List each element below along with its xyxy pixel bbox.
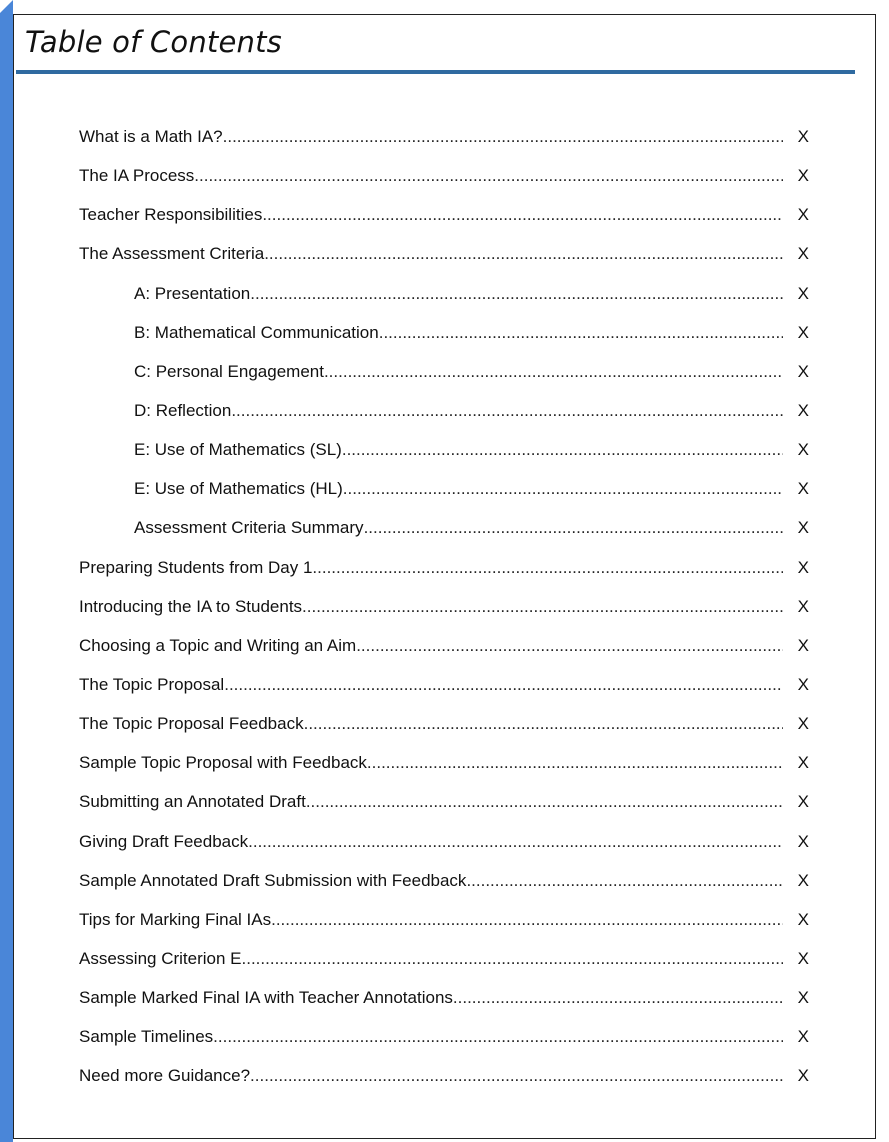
- toc-entry-label: The Topic Proposal Feedback: [79, 714, 304, 734]
- toc-dot-leader: [364, 518, 783, 538]
- toc-page-number: X: [797, 831, 809, 851]
- toc-page-number: X: [797, 127, 809, 146]
- left-accent-band: [0, 0, 13, 1142]
- toc-page-number: X: [797, 283, 809, 303]
- toc-entry[interactable]: [79, 949, 809, 988]
- toc-page-number: X: [797, 400, 809, 420]
- toc-page-number: X: [797, 479, 809, 499]
- toc-entry-label: Sample Annotated Draft Submission with Feedback: [79, 870, 467, 890]
- toc-dot-leader: [356, 636, 783, 656]
- toc-entry-label: Introducing the IA to Students: [79, 596, 303, 616]
- toc-entry[interactable]: [79, 1066, 809, 1105]
- toc-page-number: X: [797, 557, 809, 577]
- toc-list: [79, 127, 809, 1106]
- toc-page-number: X: [797, 674, 809, 694]
- toc-entry-label: Choosing a Topic and Writing an Aim: [79, 635, 357, 655]
- toc-dot-leader: [367, 753, 783, 773]
- toc-entry[interactable]: [79, 558, 809, 597]
- toc-entry-label: C: Personal Engagement: [134, 361, 324, 381]
- toc-page-number: X: [797, 870, 809, 890]
- toc-dot-leader: [453, 988, 783, 1008]
- toc-entry-label: The Topic Proposal: [79, 674, 225, 694]
- toc-dot-leader: [262, 205, 783, 225]
- toc-page-number: X: [797, 909, 809, 929]
- toc-dot-leader: [194, 166, 783, 186]
- toc-entry[interactable]: [79, 753, 809, 792]
- toc-entry[interactable]: [79, 401, 809, 440]
- toc-entry-label: Sample Timelines: [79, 1027, 214, 1047]
- toc-page-number: X: [797, 322, 809, 342]
- toc-page-number: X: [797, 714, 809, 734]
- toc-dot-leader: [224, 675, 783, 695]
- toc-page-number: X: [797, 1027, 809, 1047]
- toc-entry-label: The Assessment Criteria: [79, 244, 265, 264]
- toc-entry[interactable]: [79, 518, 809, 557]
- toc-dot-leader: [242, 949, 783, 969]
- toc-page-number: X: [797, 1066, 809, 1086]
- toc-dot-leader: [250, 1066, 783, 1086]
- toc-dot-leader: [213, 1027, 783, 1047]
- toc-entry[interactable]: [79, 988, 809, 1027]
- toc-entry[interactable]: [79, 597, 809, 636]
- toc-entry-label: Assessing Criterion E: [79, 948, 242, 968]
- toc-dot-leader: [264, 244, 783, 264]
- toc-entry-label: Preparing Students from Day 1: [79, 557, 313, 577]
- toc-entry-label: A: Presentation: [134, 283, 251, 303]
- toc-page-number: X: [797, 166, 809, 186]
- toc-entry[interactable]: [79, 675, 809, 714]
- toc-entry-label: Need more Guidance?: [79, 1066, 251, 1086]
- toc-entry[interactable]: [79, 244, 809, 283]
- toc-page-number: X: [797, 205, 809, 225]
- toc-page-number: X: [797, 518, 809, 538]
- toc-page-number: X: [797, 361, 809, 381]
- toc-dot-leader: [312, 558, 783, 578]
- toc-entry-label: B: Mathematical Communication: [134, 322, 379, 342]
- toc-dot-leader: [304, 714, 783, 734]
- toc-entry[interactable]: [79, 636, 809, 675]
- toc-entry[interactable]: [79, 166, 809, 205]
- title-underline: [16, 70, 855, 74]
- toc-dot-leader: [342, 440, 783, 460]
- toc-entry-label: Sample Marked Final IA with Teacher Annotations: [79, 988, 453, 1008]
- toc-entry-label: E: Use of Mathematics (HL): [134, 479, 343, 499]
- toc-entry[interactable]: [79, 205, 809, 244]
- toc-dot-leader: [302, 597, 783, 617]
- toc-entry-label: Tips for Marking Final IAs: [79, 909, 272, 929]
- toc-page-number: X: [797, 792, 809, 812]
- toc-entry[interactable]: [79, 910, 809, 949]
- toc-entry[interactable]: [79, 479, 809, 518]
- toc-entry[interactable]: [79, 792, 809, 831]
- toc-entry[interactable]: [79, 832, 809, 871]
- toc-entry-label: Sample Topic Proposal with Feedback: [79, 753, 367, 773]
- toc-dot-leader: [250, 284, 783, 304]
- toc-entry[interactable]: [79, 127, 809, 166]
- page-title: Table of Contents: [25, 25, 282, 59]
- toc-entry[interactable]: [79, 362, 809, 401]
- toc-entry[interactable]: [79, 323, 809, 362]
- toc-dot-leader: [306, 792, 783, 812]
- toc-dot-leader: [343, 479, 783, 499]
- toc-dot-leader: [379, 323, 783, 343]
- toc-entry[interactable]: [79, 1027, 809, 1066]
- toc-page-number: X: [797, 440, 809, 460]
- toc-page-number: X: [797, 988, 809, 1008]
- toc-page-number: X: [797, 753, 809, 773]
- toc-entry-label: Submitting an Annotated Draft: [79, 792, 306, 812]
- toc-entry-label: Giving Draft Feedback: [79, 831, 249, 851]
- toc-entry-label: The IA Process: [79, 166, 195, 186]
- toc-entry[interactable]: [79, 714, 809, 753]
- toc-entry[interactable]: [79, 871, 809, 910]
- toc-entry-label: Assessment Criteria Summary: [134, 518, 364, 538]
- toc-page-number: X: [797, 948, 809, 968]
- toc-page-number: X: [797, 596, 809, 616]
- toc-entry[interactable]: [79, 440, 809, 479]
- toc-dot-leader: [271, 910, 783, 930]
- document-page: [13, 14, 876, 1139]
- toc-dot-leader: [466, 871, 783, 891]
- toc-dot-leader: [223, 127, 783, 147]
- toc-entry-label: Teacher Responsibilities: [79, 205, 263, 225]
- toc-entry-label: D: Reflection: [134, 400, 232, 420]
- toc-entry-label: What is a Math IA?: [79, 127, 223, 146]
- toc-dot-leader: [231, 401, 783, 421]
- toc-dot-leader: [248, 832, 783, 852]
- toc-entry-label: E: Use of Mathematics (SL): [134, 440, 342, 460]
- toc-page-number: X: [797, 635, 809, 655]
- toc-dot-leader: [324, 362, 783, 382]
- toc-page-number: X: [797, 244, 809, 264]
- toc-entry[interactable]: [79, 284, 809, 323]
